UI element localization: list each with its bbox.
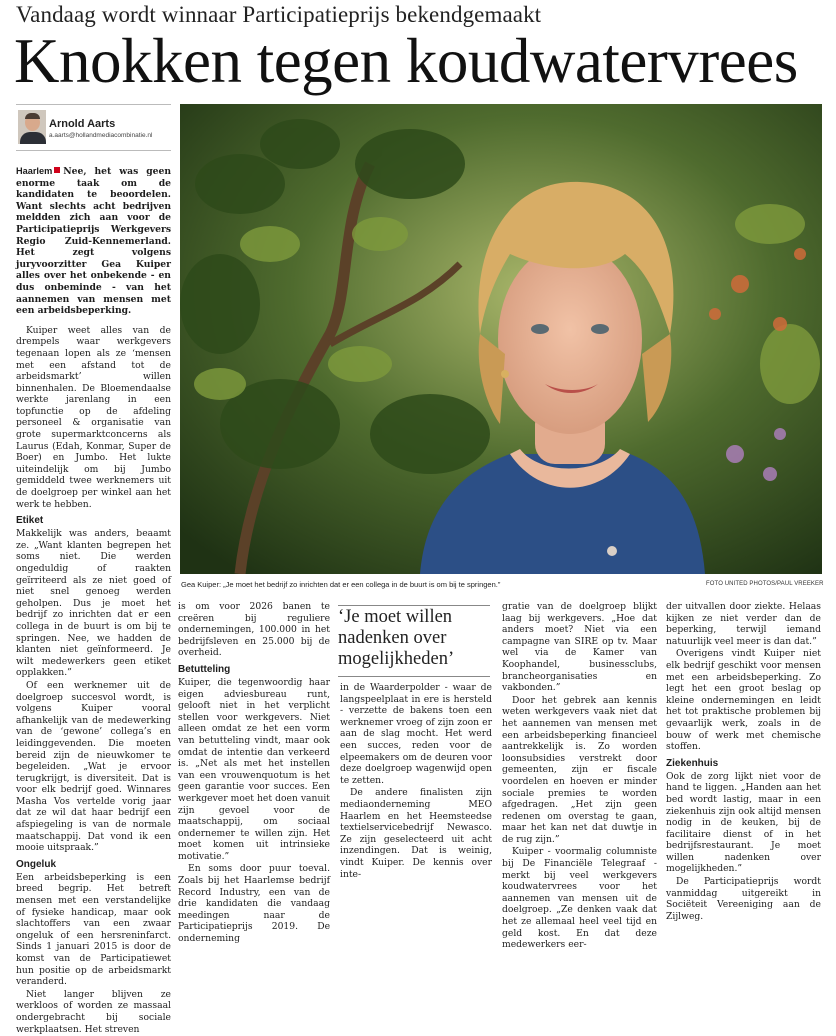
paragraph: Een arbeidsbeperking is een breed begrip. Het betreft mensen met een verstandelijke of fysieke handicap, maar ook slachtoffers van een zwaar ongeluk of een hersreninfarct. Sinds 1 januari 2015 is door de komst van de Participatiewet hun positie op de arbeidsmarkt veranderd. [16, 871, 171, 988]
portrait-photo [180, 104, 822, 574]
author-email[interactable]: a.aarts@hollandmediacombinatie.nl [49, 132, 153, 139]
article-column-5 [666, 601, 821, 923]
divider [338, 605, 490, 606]
paragraph: Niet langer blijven ze werkloos of worden ze massaal ondergebracht bij sociale werkplaatsen. Het streven [16, 988, 171, 1035]
subheading: Betutteling [178, 663, 231, 675]
paragraph: De Participatieprijs wordt vanmiddag uitgereikt in Sociëteit Vereeniging aan de Zijlweg. [666, 876, 821, 922]
paragraph: De andere finalisten zijn mediaonderneming MEO Haarlem en het Heemsteedse textielservicebedrijf Newasco. Ze zijn geselecteerd uit acht inzendingen. Dat is weinig, vindt Kuiper. De kennis over inte- [340, 787, 492, 880]
lead-paragraph: Haarlem Nee, het was geen enorme taak om de kandidaten te beoordelen. Want slechts acht bedrijven meldden zich aan voor de Participatieprijs Werkgevers Regio Zuid-Kennemerland. Het zegt volgens juryvoorzitter Gea Kuiper alles over het onbekende - en dus onbeminde - van het aannemen van mensen met een arbeidsbeperking. [16, 166, 171, 317]
article-column-4 [502, 601, 657, 952]
author-avatar [18, 110, 46, 144]
kicker: Vandaag wordt winnaar Participatieprijs bekendgemaakt [16, 2, 542, 27]
divider [16, 150, 171, 151]
article-column-1 [16, 166, 171, 1036]
paragraph: Of een werknemer uit de doelgroep succesvol wordt, is volgens Kuiper vooral afhankelijk van de medewerking van de ‘gewone’ collega’s en leidinggevenden. Die moeten bereid zijn de nieuwkomer te begeleiden. „Wat je ervoor terugkrijgt, is diversiteit. Dat is voor elk bedrijf goed. Winnares Masha Vos vertelde vorig jaar dat ze wil dat haar bedrijf een afspiegeling is van de normale maatschappij. Dat vond ik een mooie uitspraak.” [16, 679, 171, 854]
article-column-3 [340, 682, 492, 881]
paragraph: Makkelijk was anders, beaamt ze. „Want klanten begrepen het soms niet. Die werden ongeduldig of raakten geïrriteerd als ze niet goed of niet snel genoeg werden geholpen. Dus je moet het bedrijf zo inrichten dat er een collega in de buurt is om bij te springen. Nee, we hadden de klanten niet geïnformeerd. Je wilt medewerkers geen etiket opplakken.” [16, 528, 171, 679]
paragraph: Door het gebrek aan kennis weten werkgevers vaak niet dat het aannemen van mensen met een arbeidsbeperking financieel aantrekkelijk is. Zo worden loonsubsidies verstrekt door gemeenten, zijn er fiscale voordelen en hoeven er minder sociale premies te worden afgedragen. „Het zijn geen redenen om overstag te gaan, maar het kan net dat duwtje in de rug zijn.” [502, 694, 657, 845]
paragraph: Overigens vindt Kuiper niet elk bedrijf geschikt voor mensen met een arbeidsbeperking. Zo legt het een groot beslag op kleine ondernemingen en leidt het tot praktische problemen bij gevaarlijk werk, zoals in de bouw of werk met chemische stoffen. [666, 648, 821, 753]
paragraph: Kuiper - voormalig columniste bij De Financiële Telegraaf - merkt bij veel werkgevers koudwatervrees voor het aannemen van mensen uit de doelgroep. „Ze denken vaak dat het ze allemaal heel veel tijd en geld kost. En dat deze medewerkers eer- [502, 846, 657, 951]
paragraph: En soms door puur toeval. Zoals bij het Haarlemse bedrijf Record Industry, een van de drie kandidaten die vandaag meedingen naar de Participatieprijs 2019. De onderneming [178, 863, 330, 945]
subheading: Ongeluk [16, 858, 57, 870]
headline: Knokken tegen koudwatervrees [14, 26, 798, 96]
divider [338, 676, 490, 677]
dateline: Haarlem [16, 166, 53, 176]
paragraph: Kuiper weet alles van de drempels waar werkgevers tegenaan lopen als ze ‘mensen met een afstand tot de arbeidsmarkt’ willen binnenhalen. De Bloemendaalse werkte jarenlang in een topfunctie op de afdeling personeel & organisatie van grote supermarktconcerns als Laurus (Edah, Konmar, Super de Boer) en Jumbo. Het lukte uiteindelijk om bij Jumbo gemiddeld twee werknemers uit de doelgroep per winkel aan het werk te hebben. [16, 324, 171, 510]
subheading: Etiket [16, 515, 44, 527]
paragraph: der uitvallen door ziekte. Helaas kijken ze niet verder dan de beperking, terwijl iemand natuurlijk veel meer is dan dat.” [666, 601, 821, 647]
subheading: Ziekenhuis [666, 757, 719, 769]
photo-caption: Gea Kuiper: „Je moet het bedrijf zo inrichten dat er een collega in de buurt is om bij te springen.” [181, 580, 501, 589]
paragraph: Kuiper, die tegenwoordig haar eigen adviesbureau runt, gelooft niet in het verplicht stellen voor werkgevers. Niet alleen omdat ze het een vorm van betutteling vindt, maar ook omdat de intentie dan verkeerd is. „Net als met het instellen van een vrouwenquotum is het geen garantie voor succes. Een werkgever moet het doen vanuit zijn gevoel voor de maatschappij, om sociaal ondernemer te willen zijn. Het moet komen uit intrinsieke motivatie.” [178, 676, 330, 862]
paragraph: in de Waarderpolder - waar de langspeelplaat in ere is hersteld - verzette de bakens toen een werknemer vroeg of zijn zoon er aan de slag mocht. Het werd een succes, reden voor de elpeemakers om de deuren voor deze doelgroep wagenwijd open te zetten. [340, 682, 492, 786]
author-name: Arnold Aarts [49, 118, 116, 130]
author-block [16, 108, 176, 148]
photo-credit: FOTO UNITED PHOTOS/PAUL VREEKER [706, 581, 824, 587]
article-column-2 [178, 601, 330, 946]
divider [16, 104, 171, 105]
red-square-icon [54, 167, 60, 173]
paragraph: Ook de zorg lijkt niet voor de hand te liggen. „Handen aan het bed wordt lastig, maar in een ziekenhuis zijn ook altijd mensen nodig in de keuken, bij de facilitaire dienst of in het bedrijfsrestaurant. Je moet willen nadenken over mogelijkheden.” [666, 770, 821, 875]
paragraph: gratie van de doelgroep blijkt laag bij werkgevers. „Hoe dat anders moet? Niet via een campagne van SIRE op tv. Maar wel via de Kamer van Koophandel, businessclubs, brancheorganisaties en vakbonden.” [502, 601, 657, 694]
pull-quote: ‘Je moet willen nadenken over mogelijkheden’ [338, 607, 455, 669]
paragraph: is om voor 2026 banen te creëren bij reguliere ondernemingen, 100.000 in het bedrijfsleven en 25.000 bij de overheid. [178, 601, 330, 659]
